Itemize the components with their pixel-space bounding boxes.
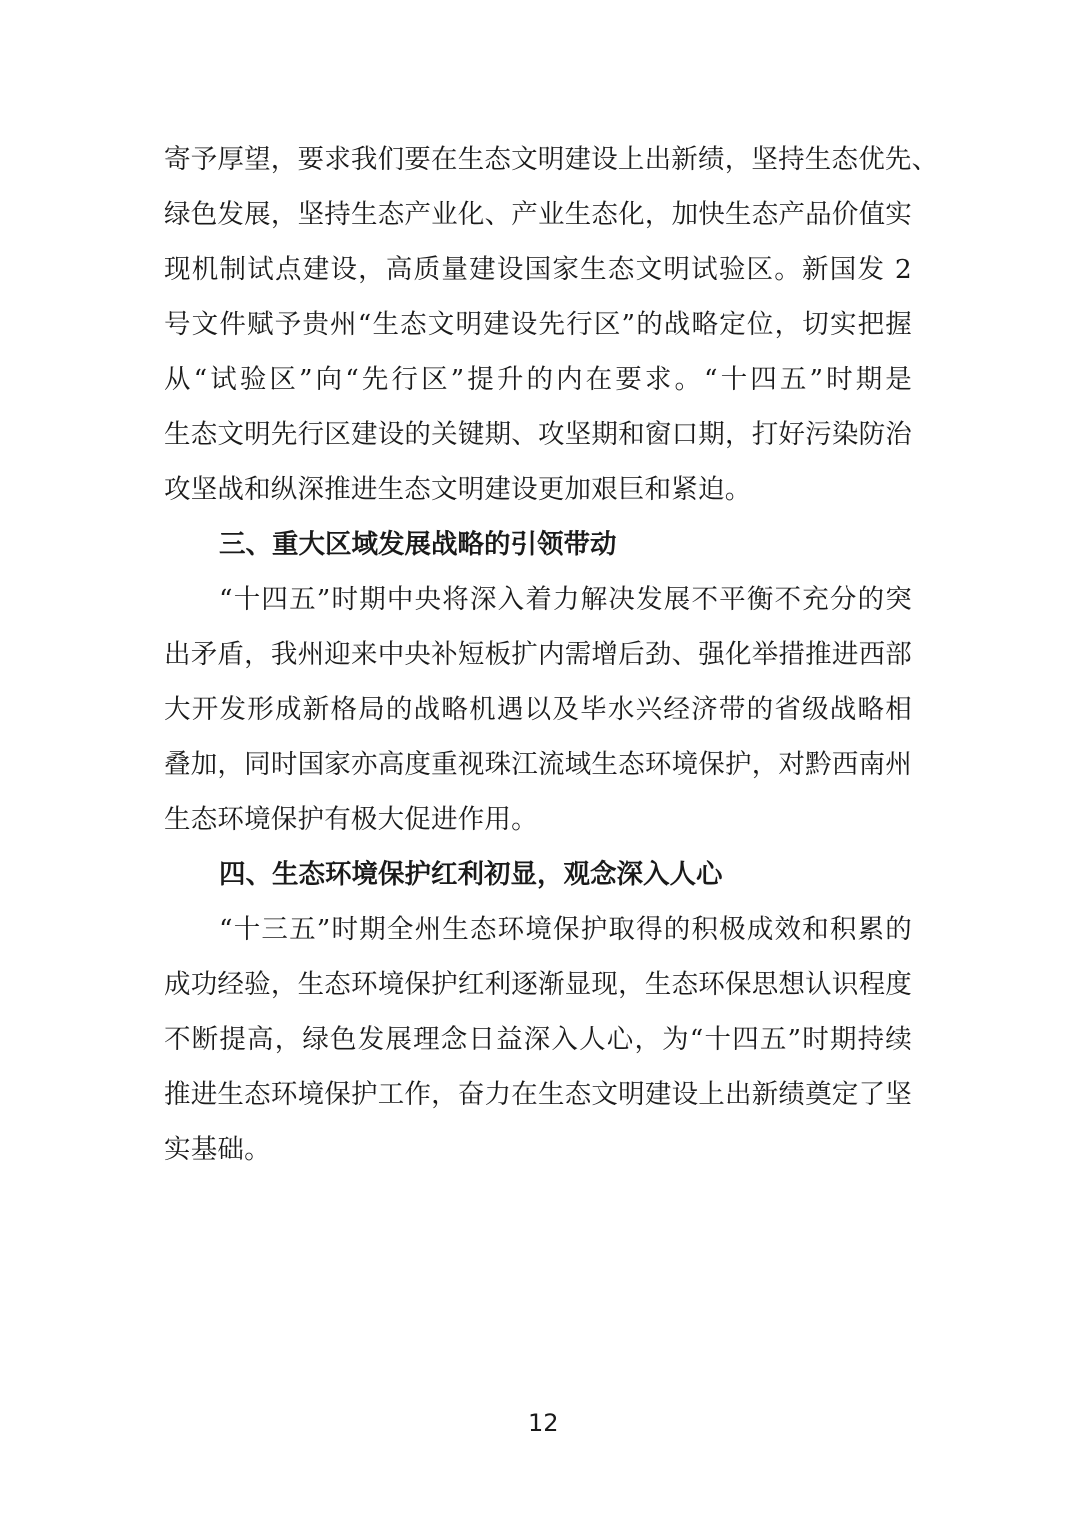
- paragraph-line: 绿色发展，坚持生态产业化、产业生态化，加快生态产品价值实: [164, 199, 912, 230]
- paragraph-line: 成功经验，生态环境保护红利逐渐显现，生态环保思想认识程度: [164, 969, 912, 1000]
- paragraph-line: “十四五”时期中央将深入着力解决发展不平衡不充分的突: [219, 584, 912, 615]
- paragraph-line: 出矛盾，我州迎来中央补短板扩内需增后劲、强化举措推进西部: [164, 639, 912, 670]
- paragraph-line: 生态文明先行区建设的关键期、攻坚期和窗口期，打好污染防治: [164, 419, 912, 450]
- paragraph-line: 不断提高，绿色发展理念日益深入人心，为“十四五”时期持续: [164, 1024, 912, 1055]
- paragraph-line: “十三五”时期全州生态环境保护取得的积极成效和积累的: [219, 914, 912, 945]
- section-heading: 三、重大区域发展战略的引领带动: [219, 529, 617, 560]
- paragraph-line: 推进生态环境保护工作，奋力在生态文明建设上出新绩奠定了坚: [164, 1079, 912, 1110]
- page-number: 12: [528, 1409, 559, 1437]
- paragraph-line: 号文件赋予贵州“生态文明建设先行区”的战略定位，切实把握: [164, 309, 912, 340]
- paragraph-line: 从“试验区”向“先行区”提升的内在要求。“十四五”时期是: [164, 364, 912, 395]
- paragraph-line: 实基础。: [164, 1134, 271, 1165]
- paragraph-line: 叠加，同时国家亦高度重视珠江流域生态环境保护，对黔西南州: [164, 749, 912, 780]
- section-heading: 四、生态环境保护红利初显，观念深入人心: [219, 859, 723, 890]
- paragraph-line: 生态环境保护有极大促进作用。: [164, 804, 538, 835]
- paragraph-line: 寄予厚望，要求我们要在生态文明建设上出新绩，坚持生态优先、: [164, 144, 939, 175]
- paragraph-line: 现机制试点建设，高质量建设国家生态文明试验区。新国发 2: [164, 254, 912, 285]
- paragraph-line: 大开发形成新格局的战略机遇以及毕水兴经济带的省级战略相: [164, 694, 912, 725]
- paragraph-line: 攻坚战和纵深推进生态文明建设更加艰巨和紧迫。: [164, 474, 752, 505]
